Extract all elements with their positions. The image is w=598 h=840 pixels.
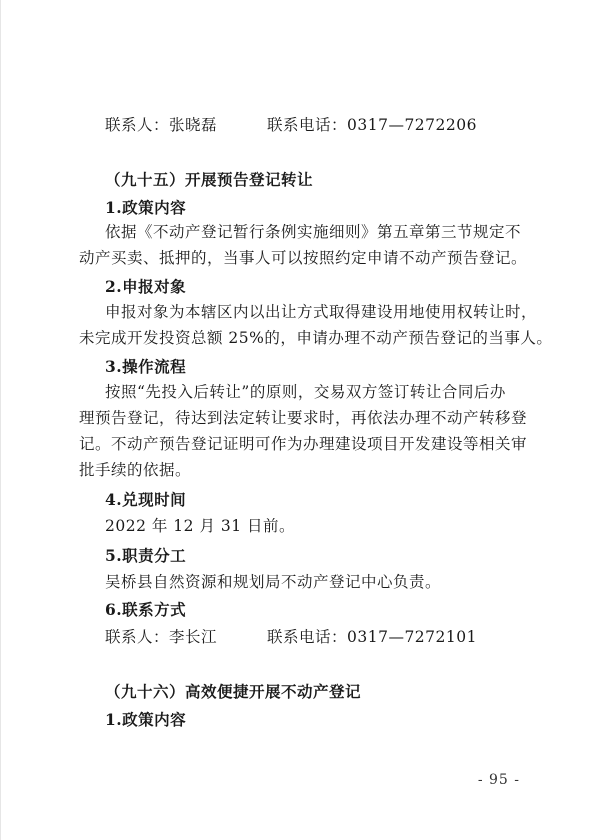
section-95-contact-heading: 6.联系方式 — [105, 600, 187, 619]
section-95-contact — [105, 625, 477, 647]
section-95-policy-line-1: 依据《不动产登记暂行条例实施细则》第五章第三节规定不 — [105, 223, 522, 241]
section-95-policy-line-2: 动产买卖、抵押的，当事人可以按照约定申请不动产预告登记。 — [79, 249, 528, 267]
section-95-process-line-2: 理预告登记，待达到法定转让要求时，再依法办理不动产转移登 — [79, 409, 528, 427]
section-95-title: （九十五）开展预告登记转让 — [105, 170, 314, 189]
section-95-process-line-4: 批手续的依据。 — [79, 461, 192, 479]
section-95-duty-heading: 5.职责分工 — [105, 546, 187, 565]
section-95-duty-text: 吴桥县自然资源和规划局不动产登记中心负责。 — [105, 573, 442, 591]
section-96-policy-heading: 1.政策内容 — [105, 710, 187, 729]
section-95-process-heading: 3.操作流程 — [105, 357, 187, 376]
section-96-title: （九十六）高效便捷开展不动产登记 — [105, 682, 362, 701]
page-number: - 95 - — [477, 772, 520, 788]
section-95-time-text: 2022 年 12 月 31 日前。 — [105, 517, 296, 535]
top-contact-person: 联系人：张晓磊 — [105, 116, 218, 134]
section-95-time-heading: 4.兑现时间 — [105, 490, 187, 509]
section-95-contact-phone: 联系电话：0317—7272101 — [267, 628, 477, 646]
section-95-target-line-1: 申报对象为本辖区内以出让方式取得建设用地使用权转让时， — [105, 303, 538, 321]
section-95-target-heading: 2.申报对象 — [105, 277, 187, 296]
section-95-contact-person: 联系人：李长江 — [105, 628, 218, 646]
top-contact-phone: 联系电话：0317—7272206 — [267, 116, 477, 134]
section-95-policy-heading: 1.政策内容 — [105, 198, 187, 217]
top-contact — [105, 113, 477, 135]
section-95-process-line-1: 按照“先投入后转让”的原则，交易双方签订转让合同后办 — [105, 383, 506, 401]
section-95-process-line-3: 记。不动产预告登记证明可作为办理建设项目开发建设等相关审 — [79, 435, 528, 453]
section-95-target-line-2: 未完成开发投资总额 25%的，申请办理不动产预告登记的当事人。 — [79, 329, 553, 347]
